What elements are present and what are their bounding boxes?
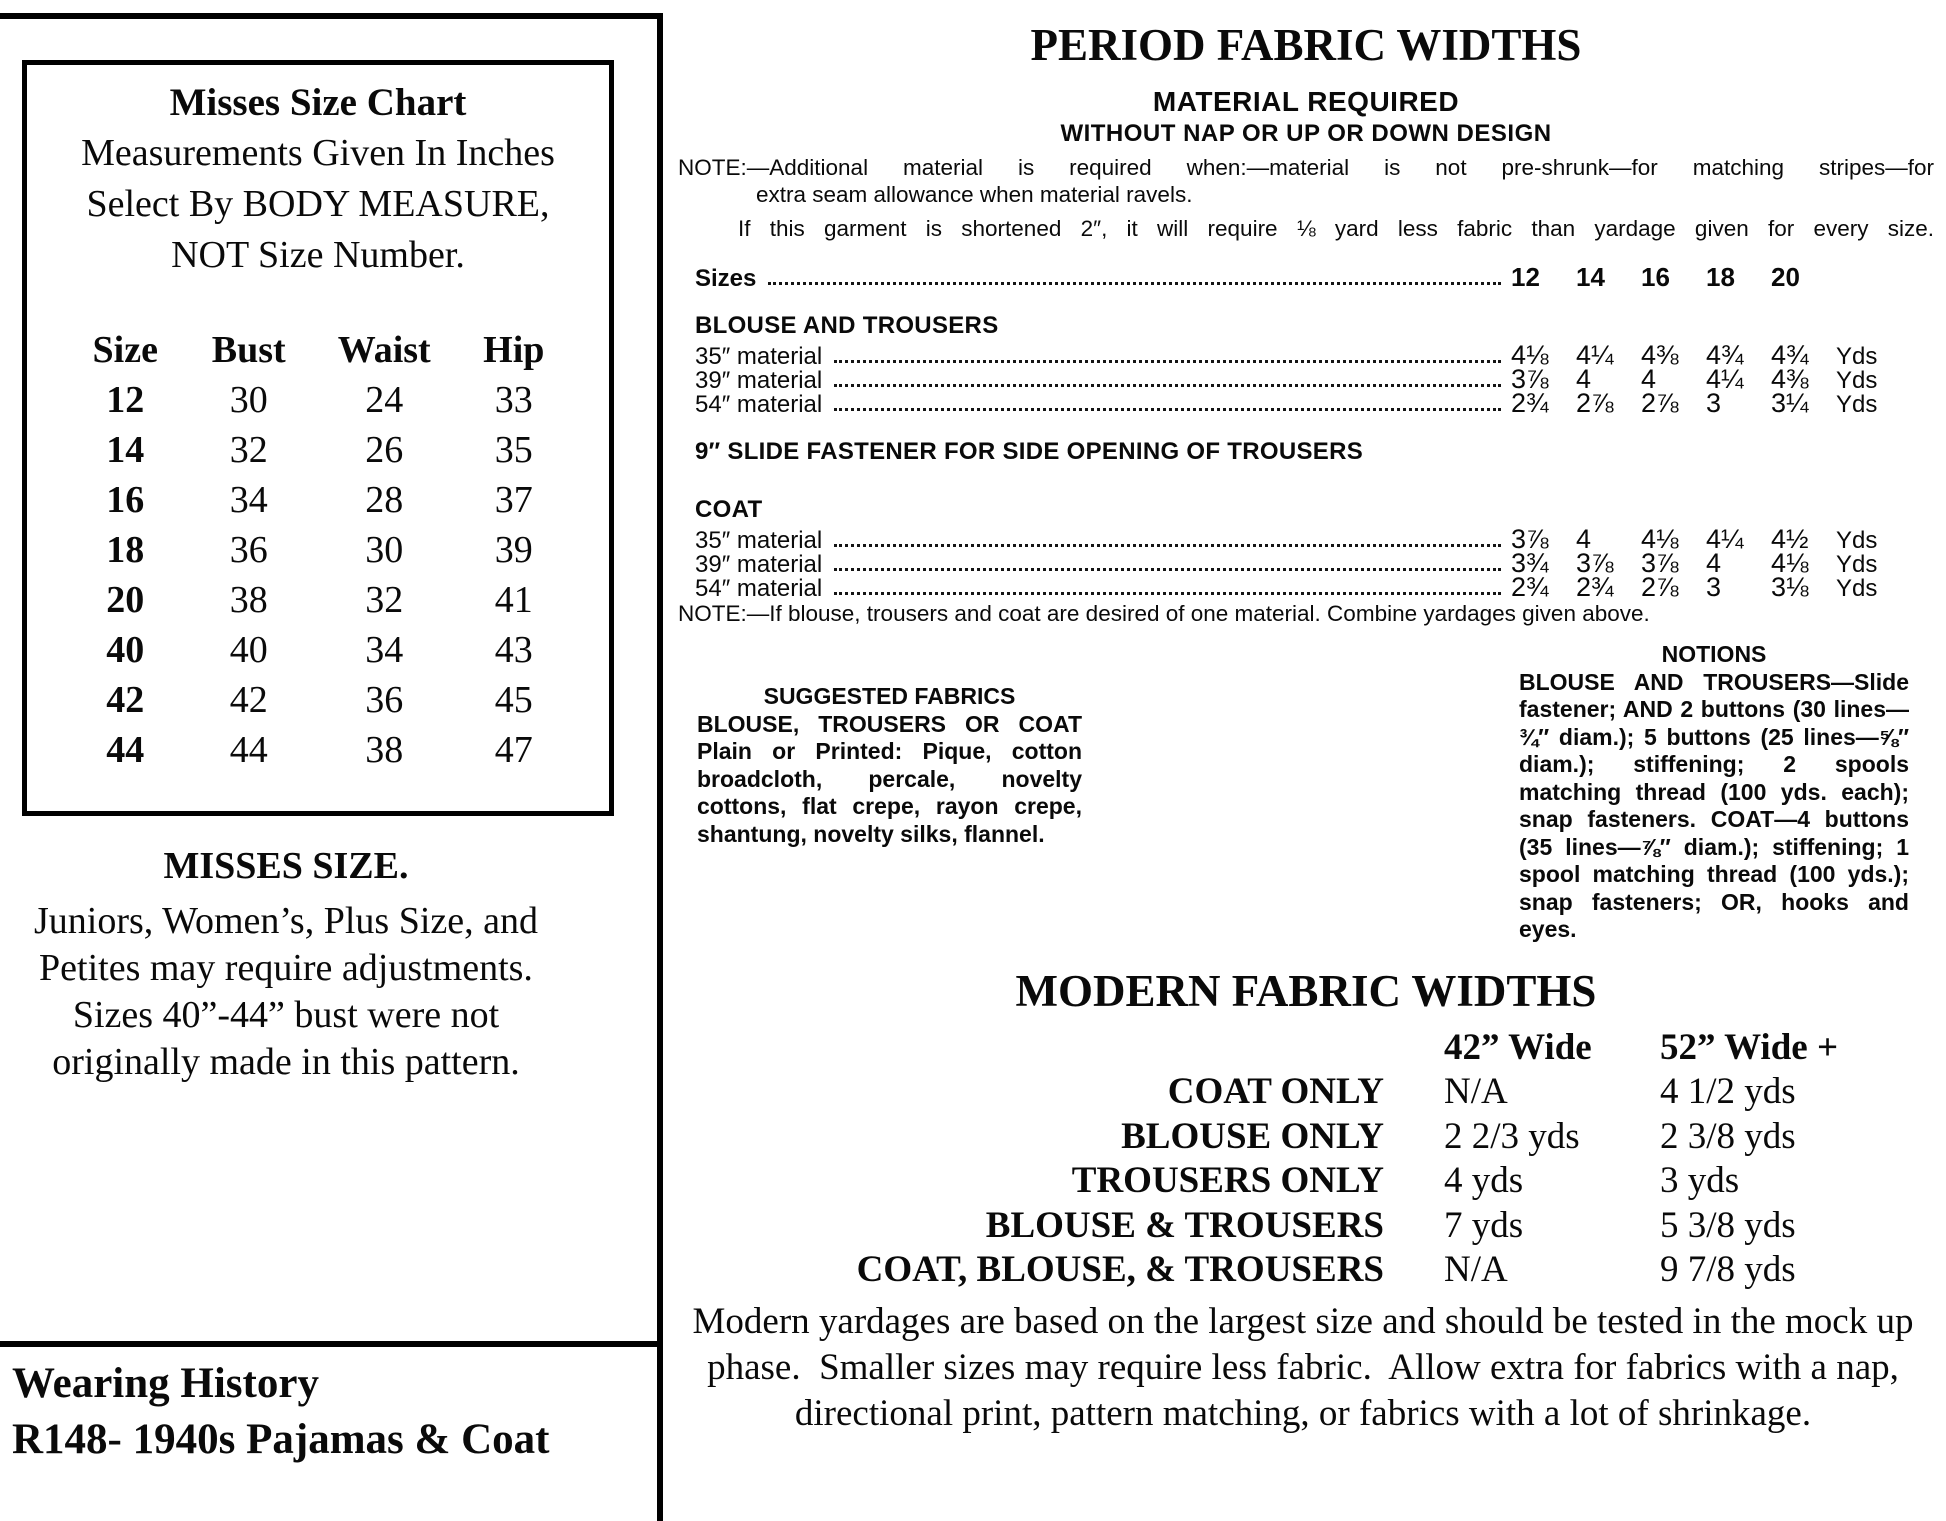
yardage-value: 2¾ — [1511, 388, 1549, 418]
yardage-value: 3⅞ — [1576, 548, 1614, 578]
yardage-row — [678, 388, 1934, 418]
yardage-42-wide: N/A — [1444, 1071, 1508, 1112]
dotted-leader — [834, 544, 1501, 547]
size-cell: 40 — [106, 629, 145, 671]
sizes-row — [678, 262, 1934, 292]
size-cell: 44 — [106, 729, 145, 771]
size-number: 16 — [1641, 262, 1670, 292]
size-cell: 20 — [106, 579, 145, 621]
sizes-label: Sizes — [695, 265, 757, 292]
bust-cell: 32 — [229, 429, 268, 471]
modern-yardage-footnote: Modern yardages are based on the largest size and should be tested in the mock up phase. Smaller sizes may require less fabric. Allow extra for fabrics with a nap, directional print, pattern matching, or fabrics with a lot of shrinkage. — [692, 1300, 1923, 1434]
waist-cell: 36 — [365, 679, 404, 721]
size-cell: 12 — [106, 379, 145, 421]
note-line-1: NOTE:—Additional material is required when:—material is not pre-shrunk—for matching stripes—for — [678, 155, 1934, 180]
yardage-value: 4⅛ — [1511, 340, 1549, 370]
garment-label: COAT, BLOUSE, & TROUSERS — [856, 1249, 1384, 1290]
yardage-unit: Yds — [1836, 575, 1878, 602]
hip-cell: 33 — [494, 379, 533, 421]
yardage-unit: Yds — [1836, 391, 1878, 418]
yardage-value: 4 — [1641, 364, 1657, 394]
blouse-trousers-heading: BLOUSE AND TROUSERS — [695, 312, 999, 339]
yardage-value: 3⅞ — [1511, 364, 1549, 394]
yardage-value: 3 — [1706, 572, 1722, 602]
waist-cell: 38 — [365, 729, 404, 771]
pattern-number-title: R148- 1940s Pajamas & Coat — [12, 1416, 550, 1463]
yardage-value: 3⅞ — [1641, 548, 1679, 578]
yardage-row — [678, 572, 1934, 602]
blouse-trousers-yardage-rows — [678, 340, 1934, 418]
material-width-label: 39″ material — [695, 367, 823, 394]
bust-cell: 36 — [229, 529, 268, 571]
yardage-value: 4⅜ — [1771, 364, 1809, 394]
size-chart-header-hip: Hip — [483, 329, 545, 371]
size-cell: 14 — [106, 429, 145, 471]
note-line-3: If this garment is shortened 2″, it will require ⅛ yard less fabric than yardage given for every size. — [738, 216, 1934, 241]
size-cell: 42 — [106, 679, 145, 721]
yardage-52-wide: 4 1/2 yds — [1660, 1071, 1796, 1112]
size-number: 20 — [1771, 262, 1800, 292]
dotted-leader — [834, 592, 1501, 595]
hip-cell: 47 — [494, 729, 533, 771]
bottom-left-horizontal-rule — [0, 1341, 657, 1347]
yardage-52-wide: 5 3/8 yds — [1660, 1204, 1796, 1246]
waist-cell: 32 — [365, 579, 404, 621]
notions-block — [1519, 641, 1909, 944]
slide-fastener-note: 9″ SLIDE FASTENER FOR SIDE OPENING OF TROUSERS — [695, 438, 1364, 465]
size-chart-title: Misses Size Chart — [169, 81, 467, 124]
dotted-leader — [834, 408, 1501, 411]
yardage-unit: Yds — [1836, 551, 1878, 578]
empty-header-cell — [678, 1026, 1384, 1071]
top-horizontal-rule — [0, 13, 663, 19]
size-number: 14 — [1576, 262, 1605, 292]
misses-size-note — [0, 843, 572, 1086]
material-width-label: 35″ material — [695, 527, 823, 554]
modern-fabric-widths-table — [678, 1026, 1934, 1293]
column-header-42-wide: 42” Wide — [1444, 1026, 1592, 1068]
material-width-label: 39″ material — [695, 551, 823, 578]
yardage-value: 2⅞ — [1641, 388, 1679, 418]
yardage-42-wide: N/A — [1444, 1249, 1508, 1290]
yardage-value: 4 — [1576, 364, 1592, 394]
yardage-row — [678, 340, 1934, 370]
yardage-42-wide: 2 2/3 yds — [1444, 1115, 1580, 1157]
brand-name: Wearing History — [12, 1360, 319, 1407]
combine-yardages-note: NOTE:—If blouse, trousers and coat are desired of one material. Combine yardages given above. — [678, 601, 1650, 626]
misses-size-paragraph-1: Juniors, Women’s, Plus Size, and Petites may require adjustments. — [34, 900, 538, 989]
waist-cell: 26 — [365, 429, 404, 471]
notions-heading: NOTIONS — [1661, 641, 1767, 667]
bust-cell: 42 — [229, 679, 268, 721]
yardage-42-wide: 4 yds — [1444, 1160, 1524, 1201]
garment-label: TROUSERS ONLY — [1071, 1160, 1384, 1201]
yardage-value: 4 — [1576, 524, 1592, 554]
yardage-value: 4¾ — [1706, 340, 1744, 370]
yardage-value: 2¾ — [1511, 572, 1549, 602]
yardage-value: 4⅜ — [1641, 340, 1679, 370]
branding-block — [12, 1356, 652, 1468]
misses-size-paragraph-2: Sizes 40”-44” bust were not originally made in this pattern. — [52, 994, 520, 1083]
yardage-52-wide: 3 yds — [1660, 1160, 1740, 1201]
yardage-value: 4¼ — [1706, 524, 1744, 554]
material-required-heading: MATERIAL REQUIRED — [1152, 86, 1460, 117]
bust-cell: 38 — [229, 579, 268, 621]
yardage-value: 2⅞ — [1576, 388, 1614, 418]
dotted-leader — [834, 360, 1501, 363]
dotted-leader — [834, 384, 1501, 387]
yardage-52-wide: 2 3/8 yds — [1660, 1115, 1796, 1157]
size-chart-subtitle-line: NOT Size Number. — [171, 234, 465, 276]
suggested-fabrics-body: Plain or Printed: Pique, cotton broadcloth, percale, novelty cottons, flat crepe, rayon crepe, shantung, novelty silks, flannel. — [697, 738, 1082, 847]
misses-size-heading: MISSES SIZE. — [163, 845, 409, 887]
yardage-unit: Yds — [1836, 527, 1878, 554]
bust-cell: 40 — [229, 629, 268, 671]
column-divider-rule — [657, 13, 663, 1521]
size-number: 12 — [1511, 262, 1540, 292]
size-chart-subtitle-line: Measurements Given In Inches — [81, 132, 555, 174]
yardage-unit: Yds — [1836, 343, 1878, 370]
waist-cell: 34 — [365, 629, 404, 671]
coat-heading: COAT — [695, 496, 763, 523]
garment-label: BLOUSE & TROUSERS — [985, 1204, 1384, 1246]
coat-yardage-rows — [678, 524, 1934, 602]
size-number: 18 — [1706, 262, 1735, 292]
yardage-row — [678, 524, 1934, 554]
period-fabric-widths-title: PERIOD FABRIC WIDTHS — [1030, 20, 1582, 70]
suggested-fabrics-block — [697, 683, 1082, 848]
size-cell: 18 — [106, 529, 145, 571]
modern-fabric-widths-title: MODERN FABRIC WIDTHS — [1015, 965, 1597, 1016]
size-cell: 16 — [106, 479, 145, 521]
bust-cell: 34 — [229, 479, 268, 521]
bust-cell: 30 — [229, 379, 268, 421]
yardage-52-wide: 9 7/8 yds — [1660, 1249, 1796, 1290]
yardage-value: 3¾ — [1511, 548, 1549, 578]
yardage-value: 2¾ — [1576, 572, 1614, 602]
material-width-label: 35″ material — [695, 343, 823, 370]
size-chart-header-size: Size — [92, 329, 158, 371]
notions-body: BLOUSE AND TROUSERS—Slide fastener; AND 2 buttons (30 lines—¾″ diam.); 5 buttons (25 lines—⅝″ diam.); stiffening; 2 spools matching thread (100 yds. each); snap fasteners. COAT—4 buttons (35 lines—⅞″ diam.); stiffening; 1 spool matching thread (100 yds.); snap fasteners; OR, hooks and eyes. — [1519, 668, 1909, 942]
note-line-2: extra seam allowance when material ravels. — [756, 182, 1193, 207]
dotted-leader — [834, 568, 1501, 571]
yardage-value: 4⅛ — [1641, 524, 1679, 554]
yardage-unit: Yds — [1836, 367, 1878, 394]
yardage-value: 4¾ — [1771, 340, 1809, 370]
yardage-value: 3¼ — [1771, 388, 1809, 418]
size-chart-header-bust: Bust — [211, 329, 286, 371]
yardage-value: 4 — [1706, 548, 1722, 578]
waist-cell: 30 — [365, 529, 404, 571]
hip-cell: 35 — [494, 429, 533, 471]
hip-cell: 41 — [494, 579, 533, 621]
garment-label: COAT ONLY — [1167, 1071, 1384, 1112]
suggested-fabrics-subheading: BLOUSE, TROUSERS OR COAT — [697, 710, 1082, 737]
bust-cell: 44 — [229, 729, 268, 771]
hip-cell: 43 — [494, 629, 533, 671]
hip-cell: 45 — [494, 679, 533, 721]
material-width-label: 54″ material — [695, 391, 823, 418]
yardage-row — [678, 548, 1934, 578]
yardage-42-wide: 7 yds — [1444, 1204, 1524, 1246]
yardage-row — [678, 364, 1934, 394]
misses-size-chart-box — [22, 60, 614, 816]
waist-cell: 24 — [365, 379, 404, 421]
size-chart-table — [65, 325, 571, 775]
yardage-value: 4½ — [1771, 524, 1809, 554]
yardage-value: 2⅞ — [1641, 572, 1679, 602]
additional-material-note — [678, 154, 1934, 242]
suggested-fabrics-heading: SUGGESTED FABRICS — [763, 683, 1016, 709]
garment-label: BLOUSE ONLY — [1121, 1115, 1384, 1157]
without-nap-heading: WITHOUT NAP OR UP OR DOWN DESIGN — [1060, 120, 1552, 147]
yardage-panel — [678, 0, 1934, 1437]
yardage-value: 3⅛ — [1771, 572, 1809, 602]
column-header-52-wide: 52” Wide + — [1660, 1026, 1839, 1068]
size-chart-header-waist: Waist — [337, 329, 431, 371]
yardage-value: 4¼ — [1576, 340, 1614, 370]
dotted-leader — [768, 282, 1501, 285]
hip-cell: 37 — [494, 479, 533, 521]
yardage-value: 3⅞ — [1511, 524, 1549, 554]
waist-cell: 28 — [365, 479, 404, 521]
yardage-value: 4⅛ — [1771, 548, 1809, 578]
yardage-value: 3 — [1706, 388, 1722, 418]
fabrics-and-notions-section — [678, 641, 1934, 944]
yardage-value: 4¼ — [1706, 364, 1744, 394]
size-chart-subtitle-line: Select By BODY MEASURE, — [86, 183, 550, 225]
hip-cell: 39 — [494, 529, 533, 571]
material-width-label: 54″ material — [695, 575, 823, 602]
